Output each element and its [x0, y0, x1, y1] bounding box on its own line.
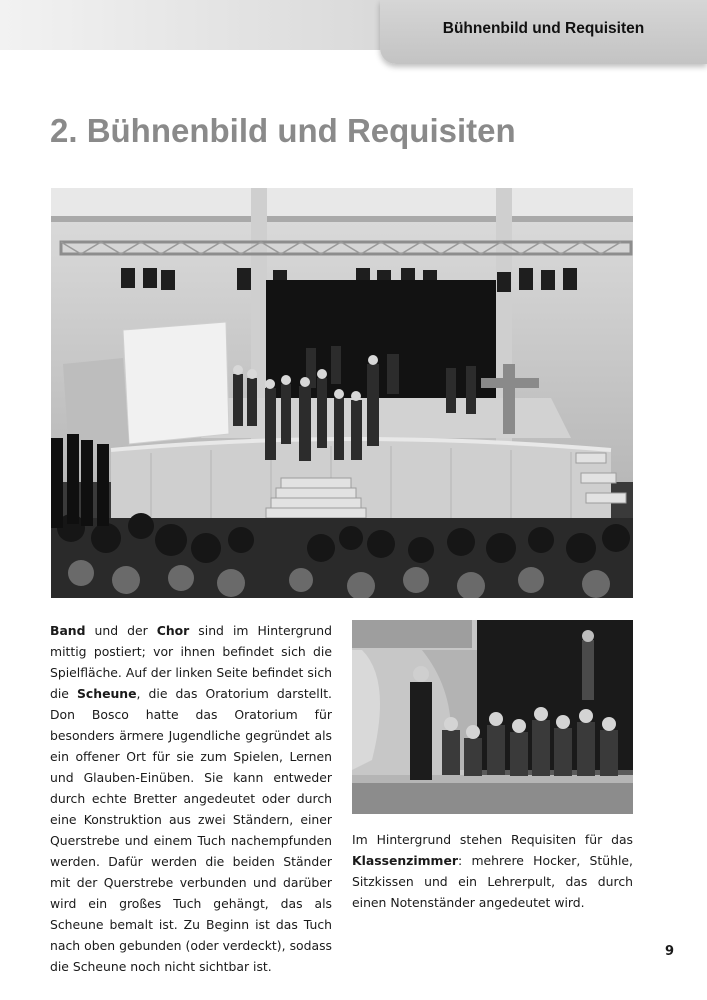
band-term: Band	[50, 623, 86, 638]
stage-photo	[51, 188, 633, 598]
chor-term: Chor	[156, 623, 190, 638]
page-title: 2. Bühnenbild und Requisiten	[50, 112, 516, 149]
scheune-term: Scheune	[76, 686, 137, 701]
section-header-title: Bühnenbild und Requisiten	[442, 20, 645, 37]
text-run: , die das Oratorium darstellt. Don Bosco hatte das Oratorium für besonders ärmere Jugendliche gegründet als ein offener Ort für sie zum Spielen, Lernen und Glauben-Einüben. Sie kann entweder durch echte Bretter angedeutet oder durch eine Konstruktion aus zwei Ständern, einer Querstrebe und einem Tuch nachempfunden werden. Dafür werden die beiden Ständer mit der Querstrebe verbunden und darüber wird ein großes Tuch gehängt, das als Scheune bemalt ist. Zu Beginn ist das Tuch nach oben gebunden (oder verdeckt), sodass die Scheune noch nicht sichtbar ist.	[50, 686, 332, 974]
klassenzimmer-term: Klassenzimmer	[352, 853, 458, 868]
text-run: und der	[85, 623, 157, 638]
body-text-right	[352, 829, 633, 913]
text-run: Im Hintergrund stehen Requisiten für das	[352, 832, 633, 847]
page-number: 9	[664, 944, 674, 959]
text-run: : mehrere Hocker, Stühle, Sitzkissen und ein Lehrerpult, das durch einen Notenständer angedeutet wird.	[352, 853, 633, 910]
section-header-tab	[380, 0, 707, 64]
text-run: sind im Hintergrund mittig postiert; vor ihnen befindet sich die Spielfläche. Auf der linken Seite befindet sich die	[50, 623, 332, 701]
classroom-scene-photo	[352, 620, 633, 814]
body-text-left	[50, 620, 332, 977]
